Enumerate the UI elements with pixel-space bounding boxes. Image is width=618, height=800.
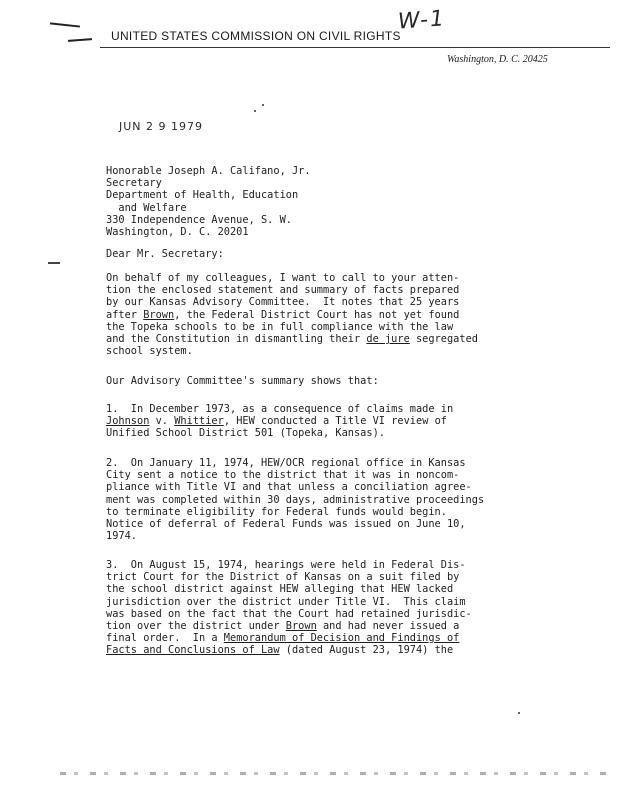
address-line: Washington, D. C. 20201 — [106, 226, 249, 239]
address-line: Department of Health, Education — [106, 189, 299, 202]
summary-intro: Our Advisory Committee's summary shows that: — [106, 375, 379, 387]
salutation: Dear Mr. Secretary: — [106, 248, 224, 260]
text-segment: tion over the district under — [106, 620, 286, 633]
letterhead-title: UNITED STATES COMMISSION ON CIVIL RIGHTS — [111, 29, 401, 43]
text-line: Notice of deferral of Federal Funds was issued on June 10, — [106, 518, 466, 531]
text-line: was based on the fact that the Court had retained jurisdic- — [106, 607, 472, 620]
margin-mark — [48, 262, 60, 264]
scan-speck — [518, 712, 520, 714]
text-line: the Topeka schools to be in full compliance with the law — [106, 320, 454, 333]
scan-speck — [262, 104, 264, 106]
text-line: trict Court for the District of Kansas on a suit filed by — [106, 571, 460, 584]
case-name-whittier: Whittier — [174, 415, 224, 428]
de-jure-term: de jure — [366, 333, 410, 346]
text-segment: and had never issued a — [316, 620, 460, 633]
text-line: Unified School District 501 (Topeka, Kansas). — [106, 427, 385, 440]
text-line: City sent a notice to the district that it was in noncom- — [106, 469, 460, 482]
text-segment: v. — [149, 415, 175, 428]
text-segment: , HEW conducted a Title VI review of — [223, 415, 448, 428]
text-line: jurisdiction over the district under Title VI. This claim — [106, 595, 466, 608]
text-line: school system. — [106, 345, 193, 358]
letterhead-rule — [100, 47, 610, 48]
summary-item-1 — [106, 403, 453, 440]
text-line: On behalf of my colleagues, I want to call to your atten- — [106, 272, 460, 284]
text-line: ment was completed within 30 days, administrative proceedings — [106, 493, 485, 506]
text-segment: segregated — [409, 333, 478, 346]
letterhead-city: Washington, D. C. 20425 — [447, 54, 548, 65]
text-line: pliance with Title VI and that unless a conciliation agree- — [106, 481, 472, 494]
text-line: 2. On January 11, 1974, HEW/OCR regional office in Kansas — [106, 457, 466, 469]
text-line — [106, 632, 472, 644]
case-name-brown: Brown — [143, 308, 175, 321]
text-segment: after — [106, 308, 144, 321]
address-line: Honorable Joseph A. Califano, Jr. — [106, 165, 311, 177]
letterhead-mark — [50, 22, 80, 27]
case-name-brown: Brown — [285, 620, 317, 633]
inside-address — [106, 165, 311, 238]
text-line: 1. In December 1973, as a consequence of claims made in — [106, 403, 454, 415]
text-line — [106, 309, 478, 321]
text-line: by our Kansas Advisory Committee. It notes that 25 years — [106, 296, 460, 309]
address-line: Secretary — [106, 177, 162, 190]
text-line — [106, 415, 453, 427]
date-stamp: JUN 2 9 1979 — [119, 120, 204, 133]
text-segment: , the Federal District Court has not yet found — [174, 308, 460, 321]
memorandum-title: Facts and Conclusions of Law — [106, 644, 280, 657]
text-line — [106, 644, 472, 656]
letterhead-mark — [68, 38, 92, 41]
text-segment: (dated August 23, 1974) the — [279, 644, 454, 657]
scan-edge-noise — [60, 772, 610, 775]
case-name-johnson: Johnson — [106, 415, 150, 428]
summary-item-2 — [106, 457, 484, 542]
text-line: tion the enclosed statement and summary of facts prepared — [106, 284, 460, 297]
text-segment: final order. In a — [106, 632, 224, 645]
scan-speck — [254, 110, 256, 112]
memorandum-title: Memorandum of Decision and Findings of — [223, 632, 460, 645]
text-line — [106, 620, 472, 632]
text-line: 1974. — [106, 530, 137, 543]
file-mark: W-1 — [397, 6, 447, 35]
text-line: to terminate eligibility for Federal funds would begin. — [106, 505, 447, 518]
address-line: and Welfare — [106, 201, 187, 214]
text-line: 3. On August 15, 1974, hearings were held in Federal Dis- — [106, 559, 466, 571]
address-line: 330 Independence Avenue, S. W. — [106, 213, 292, 226]
summary-item-3 — [106, 559, 472, 657]
paragraph-intro — [106, 272, 478, 357]
text-line — [106, 333, 478, 345]
text-segment: and the Constitution in dismantling their — [106, 333, 367, 346]
text-line: the school district against HEW alleging that HEW lacked — [106, 583, 454, 596]
